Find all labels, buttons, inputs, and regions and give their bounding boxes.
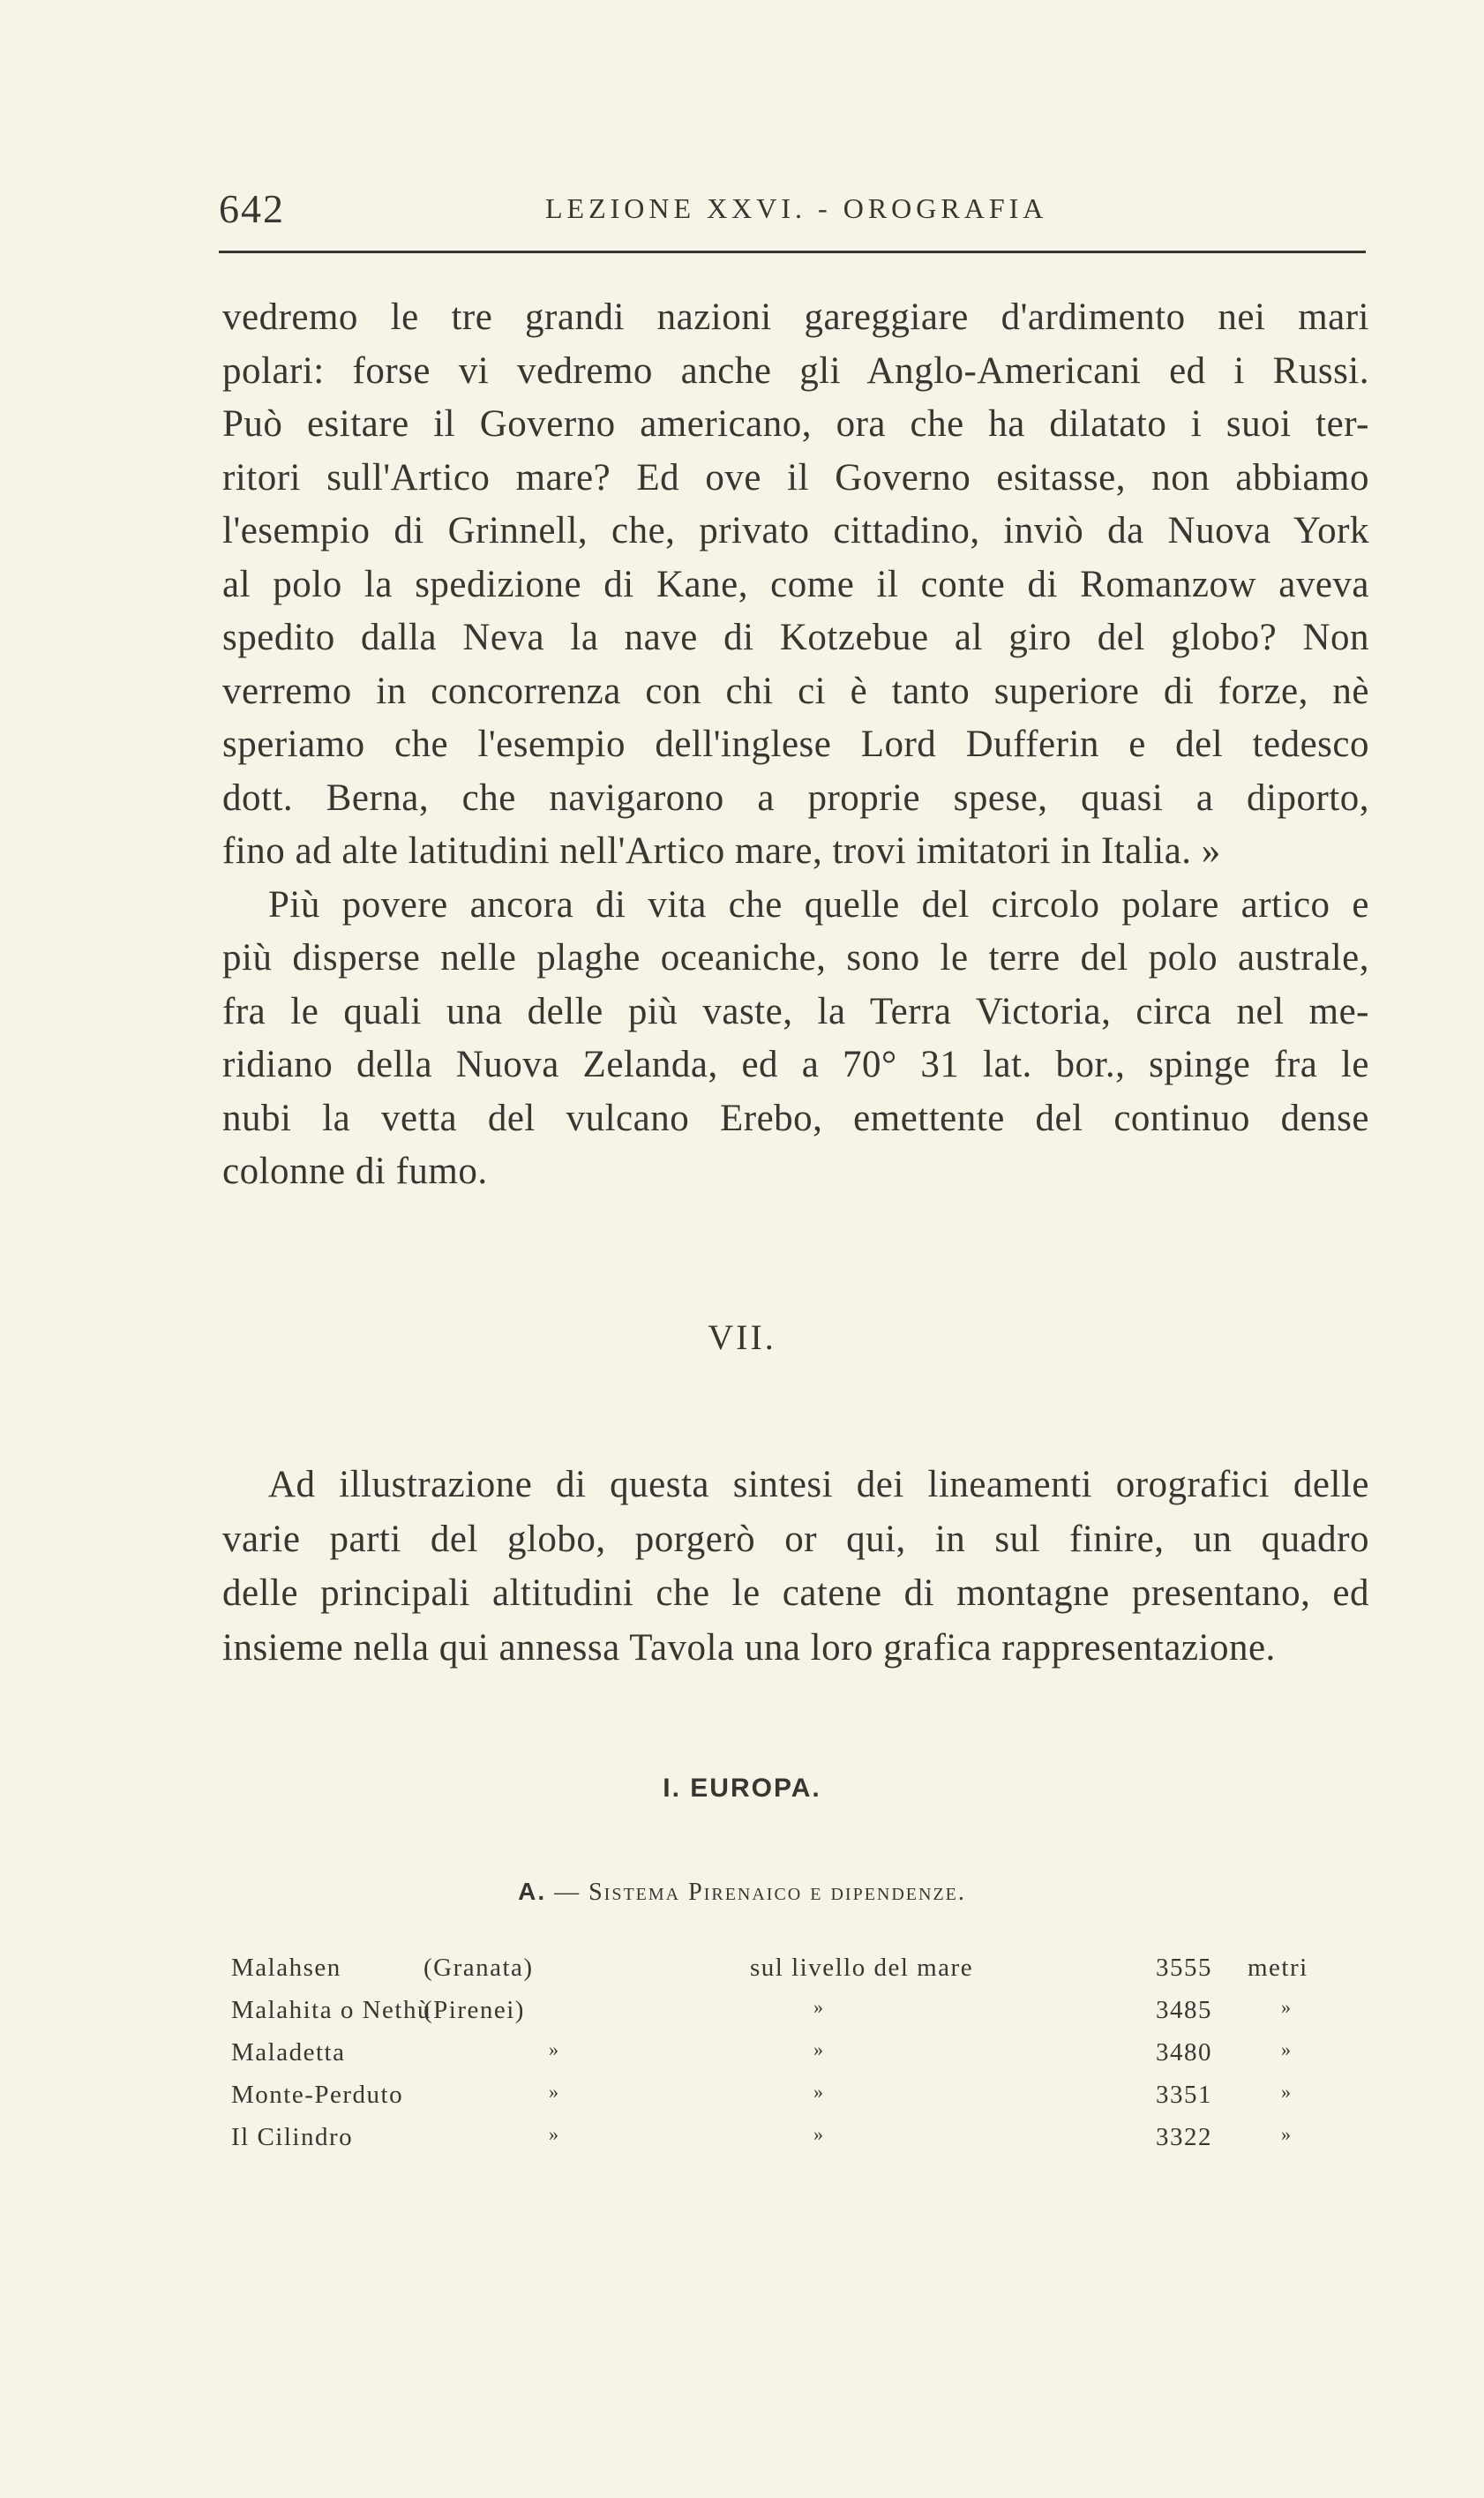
text-line: Più povere ancora di vita che quelle del circolo polare artico e [268,883,1369,926]
text-line: speriamo che l'esempio dell'inglese Lord Dufferin e del tedesco [222,724,1369,765]
text-line: l'esempio di Grinnell, che, privato cittadino, inviò da Nuova York [222,510,1369,551]
text-line: spedito dalla Neva la nave di Kotzebue al giro del globo? Non [222,617,1369,658]
text-line: insieme nella qui annessa Tavola una loro grafica rappresentazione. [222,1626,1276,1669]
mountain-region: (Granata) [423,1954,534,1982]
altitude-unit: » [1281,1996,1293,2018]
table-row [231,1954,1343,1996]
mountain-name: Malahsen [231,1954,341,1982]
paragraph-polar-exploration [222,291,1369,1199]
text-line: più disperse nelle plaghe oceaniche, sono le terre del polo australe, [222,937,1369,979]
subsection-letter: A. [518,1878,547,1905]
text-line: fino ad alte latitudini nell'Artico mare, trovi imitatori in Italia. » [222,830,1221,872]
altitude-value: 3480 [1156,2038,1212,2067]
page-number: 642 [219,186,285,231]
subsection-title: Sistema Pirenaico e dipendenze. [588,1879,966,1906]
text-line: ridiano della Nuova Zelanda, ed a 70° 31 lat. bor., spinge fra le [222,1044,1369,1085]
text-line: delle principali altitudini che le catene di montagne presentano, ed [222,1572,1369,1614]
altitude-value: 3555 [1156,1954,1212,1982]
reference-level: » [813,1996,825,2018]
text-line: Ad illustrazione di questa sintesi dei lineamenti orografici delle [268,1464,1369,1505]
mountain-name: Il Cilindro [231,2123,354,2151]
text-line: verremo in concorrenza con chi ci è tanto superiore di forze, nè [222,670,1369,712]
section-heading-europa: I. EUROPA. [663,1774,821,1803]
mountain-region: » [549,2081,560,2103]
paragraph-introduction-table [222,1458,1369,1675]
mountain-name: Monte-Perduto [231,2081,404,2109]
mountain-region: » [549,2123,560,2145]
text-line: Può esitare il Governo americano, ora che ha dilatato i suoi ter- [222,403,1369,445]
altitude-unit: » [1281,2123,1293,2145]
altitude-value: 3485 [1156,1996,1212,2024]
section-number: VII. [708,1317,776,1357]
text-line: polari: forse vi vedremo anche gli Anglo-Americani ed i Russi. [222,349,1369,392]
text-line: dott. Berna, che navigarono a proprie spese, quasi a diporto, [222,776,1369,819]
reference-level: » [813,2038,825,2060]
text-line: nubi la vetta del vulcano Erebo, emettente del continuo dense [222,1097,1369,1139]
mountain-name: Malahita o Nethù [231,1996,431,2024]
table-row [231,2081,1343,2123]
text-line: ritori sull'Artico mare? Ed ove il Governo esitasse, non abbiamo [222,456,1369,499]
reference-level: » [813,2081,825,2103]
reference-level: sul livello del mare [750,1954,974,1982]
altitude-value: 3351 [1156,2081,1212,2109]
text-line: colonne di fumo. [222,1151,488,1192]
table-row [231,2038,1343,2081]
text-line: varie parti del globo, porgerò or qui, in sul finire, un quadro [222,1518,1369,1560]
mountain-name: Maladetta [231,2038,346,2067]
altitude-table [231,1954,1343,2165]
reference-level: » [813,2123,825,2145]
page-header [219,185,1366,238]
altitude-unit: metri [1248,1954,1308,1982]
mountain-region: (Pirenei) [423,1996,525,2024]
header-rule [219,251,1366,253]
text-line: al polo la spedizione di Kane, come il conte di Romanzow aveva [222,563,1369,605]
table-row [231,2123,1343,2165]
text-line: vedremo le tre grandi nazioni gareggiare d'ardimento nei mari [222,296,1369,338]
subsection-heading [0,1878,1484,1907]
altitude-unit: » [1281,2038,1293,2060]
subsection-dash: — [546,1879,589,1906]
table-row [231,1996,1343,2038]
altitude-unit: » [1281,2081,1293,2103]
running-title: LEZIONE XXVI. - OROGRAFIA [545,192,1048,224]
mountain-region: » [549,2038,560,2060]
text-line: fra le quali una delle più vaste, la Terra Victoria, circa nel me- [222,990,1369,1032]
altitude-value: 3322 [1156,2123,1212,2151]
